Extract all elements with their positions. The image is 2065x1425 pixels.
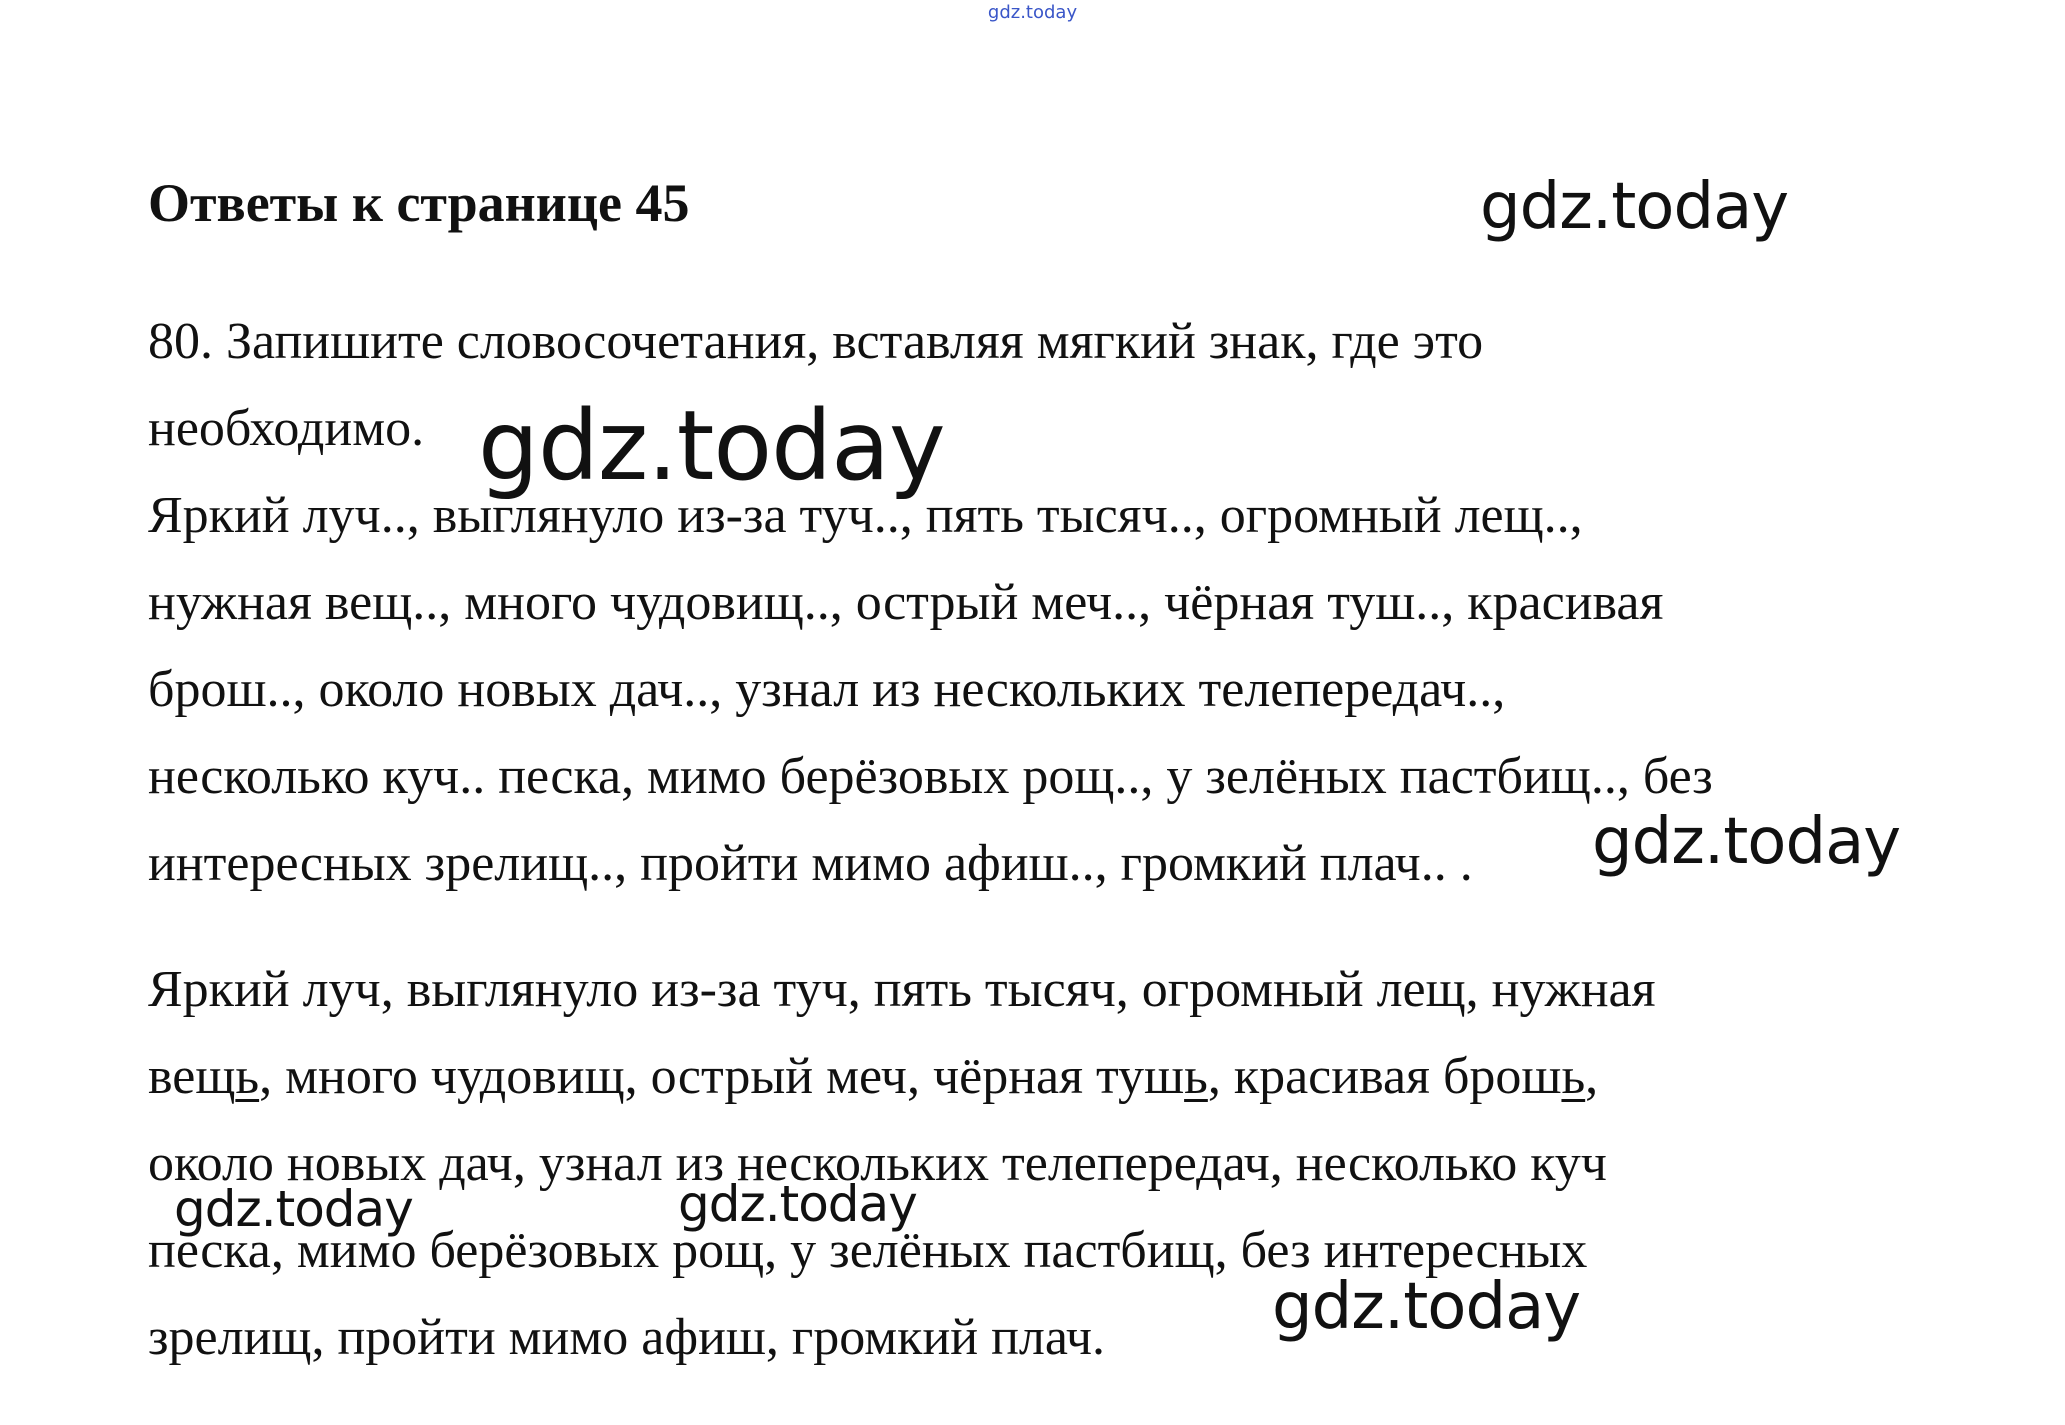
watermark: gdz.today (1480, 170, 1789, 244)
page-title: Ответы к странице 45 (148, 173, 690, 233)
exercise-line: несколько куч.. песка, мимо берёзовых рощ.., у зелёных пастбищ.., без (148, 748, 1713, 805)
answer-line: около новых дач, узнал из нескольких телепередач, несколько куч (148, 1135, 1607, 1192)
watermark: gdz.today (478, 390, 945, 502)
watermark: gdz.today (1272, 1270, 1581, 1344)
answer-line: Яркий луч, выглянуло из-за туч, пять тысяч, огромный лещ, нужная (148, 961, 1656, 1018)
top-watermark: gdz.today (987, 2, 1078, 23)
watermark: gdz.today (1592, 805, 1901, 879)
answer-line: песка, мимо берёзовых рощ, у зелёных пастбищ, без интересных (148, 1222, 1588, 1279)
exercise-line: необходимо. (148, 400, 425, 457)
answer-fragment: , (1585, 1048, 1599, 1105)
answer-line: зрелищ, пройти мимо афиш, громкий плач. (148, 1309, 1106, 1366)
answer-fragment: вещ (148, 1048, 236, 1105)
answer-fragment: , красивая брош (1207, 1048, 1562, 1105)
exercise-line: интересных зрелищ.., пройти мимо афиш.., громкий плач.. . (148, 835, 1473, 892)
underlined-soft-sign: ь (235, 1048, 260, 1105)
exercise-line: Яркий луч.., выглянуло из-за туч.., пять тысяч.., огромный лещ.., (148, 487, 1583, 544)
watermark: gdz.today (678, 1175, 917, 1233)
underlined-soft-sign: ь (1561, 1048, 1586, 1105)
underlined-soft-sign: ь (1184, 1048, 1208, 1105)
watermark: gdz.today (174, 1180, 413, 1238)
answer-fragment: , много чудовищ, острый меч, чёрная туш (259, 1048, 1185, 1105)
exercise-line: 80. Запишите словосочетания, вставляя мягкий знак, где это (148, 313, 1484, 370)
answer-line (148, 1033, 1656, 1120)
exercise-line: нужная вещ.., много чудовищ.., острый меч.., чёрная туш.., красивая (148, 574, 1664, 631)
exercise-line: брош.., около новых дач.., узнал из нескольких телепередач.., (148, 661, 1506, 718)
